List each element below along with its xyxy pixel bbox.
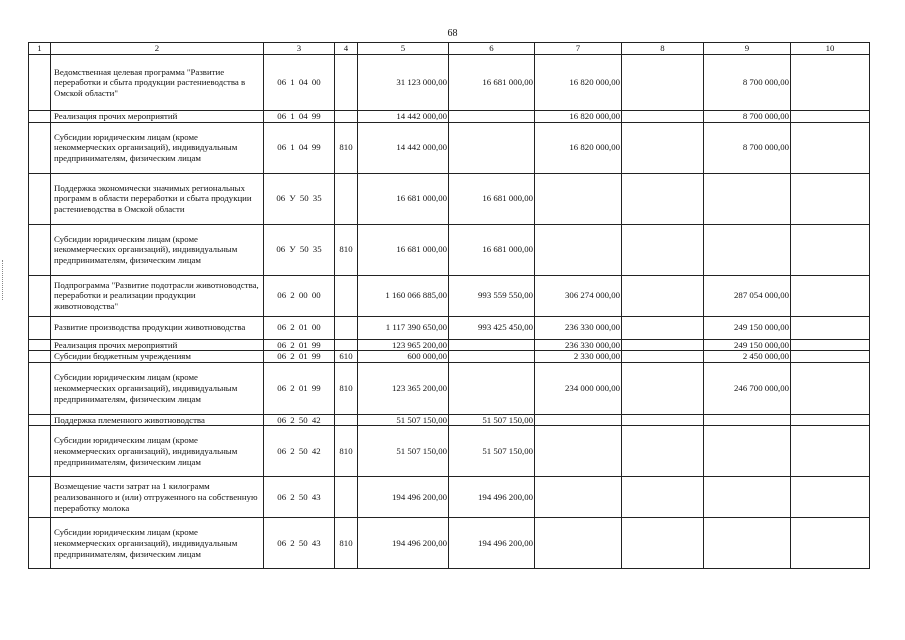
column-header: 9 — [704, 43, 791, 55]
row-col6-cell: 16 681 000,00 — [449, 173, 535, 224]
row-col7-cell: 16 820 000,00 — [535, 111, 622, 123]
row-vr-cell: 810 — [335, 224, 358, 275]
header-row — [29, 43, 870, 55]
column-header: 10 — [791, 43, 870, 55]
row-vr-cell: 810 — [335, 362, 358, 414]
column-header: 1 — [29, 43, 51, 55]
row-vr-cell: 810 — [335, 518, 358, 569]
row-col9-cell: 8 700 000,00 — [704, 122, 791, 173]
row-name-cell: Субсидии юридическим лицам (кроме некоммерческих организаций), индивидуальным предпринимателям, физическим лицам — [51, 362, 264, 414]
row-code-cell: 06 1 04 99 — [264, 122, 335, 173]
row-col8-cell — [622, 224, 704, 275]
row-name-cell: Поддержка племенного животноводства — [51, 414, 264, 426]
row-name-cell: Возмещение части затрат на 1 килограмм реализованного и (или) отгруженного на собственную переработку молока — [51, 477, 264, 518]
row-vr-cell — [335, 316, 358, 339]
row-col6-cell: 16 681 000,00 — [449, 224, 535, 275]
row-col7-cell — [535, 477, 622, 518]
row-col9-cell: 8 700 000,00 — [704, 55, 791, 111]
table-row — [29, 362, 870, 414]
row-col8-cell — [622, 173, 704, 224]
row-col9-cell — [704, 477, 791, 518]
column-header: 8 — [622, 43, 704, 55]
table-row — [29, 111, 870, 123]
row-col10-cell — [791, 518, 870, 569]
row-col5-cell: 1 160 066 885,00 — [358, 275, 449, 316]
row-col9-cell: 287 054 000,00 — [704, 275, 791, 316]
row-index-cell — [29, 111, 51, 123]
row-index-cell — [29, 362, 51, 414]
row-col5-cell: 123 965 200,00 — [358, 339, 449, 351]
row-name-cell: Субсидии юридическим лицам (кроме некоммерческих организаций), индивидуальным предпринимателям, физическим лицам — [51, 224, 264, 275]
row-code-cell: 06 2 50 43 — [264, 518, 335, 569]
row-index-cell — [29, 426, 51, 477]
row-code-cell: 06 2 01 99 — [264, 351, 335, 363]
row-col5-cell: 16 681 000,00 — [358, 173, 449, 224]
row-col10-cell — [791, 316, 870, 339]
row-col10-cell — [791, 362, 870, 414]
row-code-cell: 06 2 01 00 — [264, 316, 335, 339]
row-code-cell: 06 2 00 00 — [264, 275, 335, 316]
column-header: 2 — [51, 43, 264, 55]
row-index-cell — [29, 275, 51, 316]
row-col9-cell — [704, 414, 791, 426]
row-col6-cell: 16 681 000,00 — [449, 55, 535, 111]
row-index-cell — [29, 518, 51, 569]
table-row — [29, 275, 870, 316]
row-index-cell — [29, 316, 51, 339]
row-col8-cell — [622, 518, 704, 569]
row-col6-cell: 194 496 200,00 — [449, 477, 535, 518]
row-col9-cell — [704, 173, 791, 224]
row-name-cell: Ведомственная целевая программа "Развитие переработки и сбыта продукции растениеводства в Омской области" — [51, 55, 264, 111]
row-col8-cell — [622, 362, 704, 414]
row-index-cell — [29, 339, 51, 351]
row-col7-cell — [535, 173, 622, 224]
row-col5-cell: 1 117 390 650,00 — [358, 316, 449, 339]
row-name-cell: Субсидии юридическим лицам (кроме некоммерческих организаций), индивидуальным предпринимателям, физическим лицам — [51, 122, 264, 173]
row-index-cell — [29, 224, 51, 275]
row-code-cell: 06 У 50 35 — [264, 173, 335, 224]
row-name-cell: Реализация прочих мероприятий — [51, 339, 264, 351]
row-col9-cell — [704, 224, 791, 275]
row-col10-cell — [791, 275, 870, 316]
row-col6-cell: 993 425 450,00 — [449, 316, 535, 339]
table-row — [29, 122, 870, 173]
row-col5-cell: 16 681 000,00 — [358, 224, 449, 275]
row-col6-cell: 993 559 550,00 — [449, 275, 535, 316]
row-col6-cell — [449, 339, 535, 351]
table-row — [29, 426, 870, 477]
row-col10-cell — [791, 414, 870, 426]
row-col8-cell — [622, 122, 704, 173]
row-index-cell — [29, 414, 51, 426]
column-header: 5 — [358, 43, 449, 55]
row-code-cell: 06 У 50 35 — [264, 224, 335, 275]
row-col6-cell: 51 507 150,00 — [449, 426, 535, 477]
row-code-cell: 06 2 50 42 — [264, 414, 335, 426]
row-col6-cell — [449, 351, 535, 363]
row-col8-cell — [622, 477, 704, 518]
row-col6-cell: 51 507 150,00 — [449, 414, 535, 426]
table-row — [29, 339, 870, 351]
row-vr-cell — [335, 339, 358, 351]
row-col7-cell: 16 820 000,00 — [535, 122, 622, 173]
row-col8-cell — [622, 55, 704, 111]
row-col10-cell — [791, 173, 870, 224]
scan-edge-mark — [2, 260, 4, 300]
row-name-cell: Реализация прочих мероприятий — [51, 111, 264, 123]
row-col7-cell — [535, 224, 622, 275]
row-col8-cell — [622, 111, 704, 123]
row-col5-cell: 31 123 000,00 — [358, 55, 449, 111]
row-col8-cell — [622, 275, 704, 316]
row-col8-cell — [622, 339, 704, 351]
table-row — [29, 477, 870, 518]
row-col7-cell: 236 330 000,00 — [535, 339, 622, 351]
row-col5-cell: 51 507 150,00 — [358, 426, 449, 477]
row-col9-cell — [704, 518, 791, 569]
row-col7-cell — [535, 414, 622, 426]
table-row — [29, 173, 870, 224]
row-col8-cell — [622, 316, 704, 339]
row-code-cell: 06 1 04 00 — [264, 55, 335, 111]
row-name-cell: Субсидии юридическим лицам (кроме некоммерческих организаций), индивидуальным предпринимателям, физическим лицам — [51, 518, 264, 569]
row-vr-cell — [335, 55, 358, 111]
row-col10-cell — [791, 351, 870, 363]
row-vr-cell — [335, 477, 358, 518]
row-col10-cell — [791, 111, 870, 123]
table-row — [29, 224, 870, 275]
row-col5-cell: 14 442 000,00 — [358, 111, 449, 123]
row-code-cell: 06 2 50 43 — [264, 477, 335, 518]
row-col7-cell: 234 000 000,00 — [535, 362, 622, 414]
row-name-cell: Поддержка экономически значимых региональных программ в области переработки и сбыта продукции растениеводства в Омской области — [51, 173, 264, 224]
row-code-cell: 06 2 50 42 — [264, 426, 335, 477]
row-col7-cell — [535, 518, 622, 569]
row-vr-cell — [335, 414, 358, 426]
row-col10-cell — [791, 477, 870, 518]
row-col7-cell: 2 330 000,00 — [535, 351, 622, 363]
row-vr-cell — [335, 173, 358, 224]
row-code-cell: 06 2 01 99 — [264, 362, 335, 414]
row-col7-cell — [535, 426, 622, 477]
row-col6-cell — [449, 122, 535, 173]
row-vr-cell: 810 — [335, 122, 358, 173]
row-col5-cell: 123 365 200,00 — [358, 362, 449, 414]
row-col5-cell: 600 000,00 — [358, 351, 449, 363]
row-col5-cell: 14 442 000,00 — [358, 122, 449, 173]
row-col8-cell — [622, 351, 704, 363]
table-row — [29, 414, 870, 426]
row-col10-cell — [791, 339, 870, 351]
row-col9-cell: 2 450 000,00 — [704, 351, 791, 363]
row-col9-cell — [704, 426, 791, 477]
row-col9-cell: 8 700 000,00 — [704, 111, 791, 123]
table-row — [29, 316, 870, 339]
row-name-cell: Субсидии юридическим лицам (кроме некоммерческих организаций), индивидуальным предпринимателям, физическим лицам — [51, 426, 264, 477]
page-number: 68 — [447, 28, 458, 39]
row-col7-cell: 16 820 000,00 — [535, 55, 622, 111]
row-col9-cell: 246 700 000,00 — [704, 362, 791, 414]
row-vr-cell — [335, 111, 358, 123]
column-header: 4 — [335, 43, 358, 55]
row-col8-cell — [622, 426, 704, 477]
row-index-cell — [29, 55, 51, 111]
row-col10-cell — [791, 426, 870, 477]
row-vr-cell: 810 — [335, 426, 358, 477]
row-name-cell: Субсидии бюджетным учреждениям — [51, 351, 264, 363]
row-col7-cell: 306 274 000,00 — [535, 275, 622, 316]
table-row — [29, 518, 870, 569]
row-col10-cell — [791, 55, 870, 111]
row-col9-cell: 249 150 000,00 — [704, 339, 791, 351]
row-index-cell — [29, 122, 51, 173]
budget-table — [28, 42, 870, 569]
row-col9-cell: 249 150 000,00 — [704, 316, 791, 339]
row-code-cell: 06 1 04 99 — [264, 111, 335, 123]
row-col5-cell: 51 507 150,00 — [358, 414, 449, 426]
column-header: 7 — [535, 43, 622, 55]
row-vr-cell — [335, 275, 358, 316]
column-header: 6 — [449, 43, 535, 55]
row-col10-cell — [791, 122, 870, 173]
row-col5-cell: 194 496 200,00 — [358, 477, 449, 518]
row-code-cell: 06 2 01 99 — [264, 339, 335, 351]
row-col10-cell — [791, 224, 870, 275]
row-index-cell — [29, 173, 51, 224]
row-col6-cell: 194 496 200,00 — [449, 518, 535, 569]
table-row — [29, 351, 870, 363]
row-col6-cell — [449, 362, 535, 414]
row-col7-cell: 236 330 000,00 — [535, 316, 622, 339]
row-index-cell — [29, 477, 51, 518]
column-header: 3 — [264, 43, 335, 55]
table-row — [29, 55, 870, 111]
row-name-cell: Развитие производства продукции животноводства — [51, 316, 264, 339]
row-col5-cell: 194 496 200,00 — [358, 518, 449, 569]
row-col6-cell — [449, 111, 535, 123]
row-vr-cell: 610 — [335, 351, 358, 363]
row-col8-cell — [622, 414, 704, 426]
row-index-cell — [29, 351, 51, 363]
row-name-cell: Подпрограмма "Развитие подотрасли животноводства, переработки и реализации продукции животноводства" — [51, 275, 264, 316]
